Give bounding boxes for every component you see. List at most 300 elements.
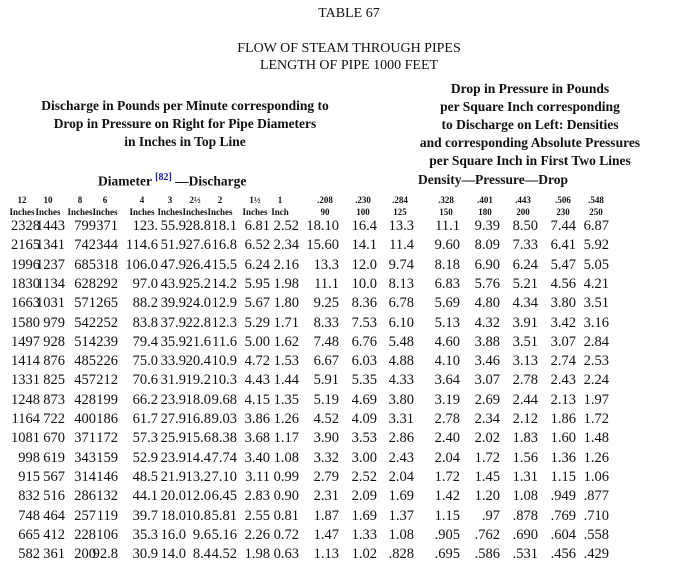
table-cell: 3.80	[388, 391, 414, 408]
table-cell: 1248	[11, 391, 40, 408]
table-cell: 5.48	[388, 333, 414, 350]
table-cell: 16.4	[351, 218, 377, 234]
table-cell: 1.62	[273, 333, 299, 350]
table-cell: 66.2	[132, 391, 158, 408]
table-cell: 371	[74, 430, 96, 447]
table-cell: 0.81	[273, 507, 299, 524]
table-cell: 4.69	[351, 391, 377, 408]
table-cell: 5.91	[313, 372, 339, 389]
table-cell: 8.36	[351, 295, 377, 312]
table-cell: 2165	[11, 237, 40, 254]
table-cell: 10.0	[351, 275, 377, 292]
table-cell: 226	[96, 353, 118, 370]
table-cell: 97.0	[132, 275, 158, 292]
table-cell: 722	[43, 411, 65, 427]
table-cell: .710	[583, 507, 609, 524]
table-cell: 3.80	[550, 295, 576, 312]
table-cell: 4.52	[211, 546, 237, 563]
footnote-link[interactable]: [82]	[155, 172, 172, 183]
table-cell: 8.38	[211, 430, 237, 447]
discharge-label: —Discharge	[175, 173, 247, 189]
table-cell: 1237	[36, 256, 65, 273]
table-cell: 31.9	[160, 372, 186, 389]
table-cell: .769	[550, 507, 576, 524]
table-cell: 47.9	[160, 256, 186, 273]
table-cell: 20.0	[160, 488, 186, 505]
table-cell: 3.13	[512, 353, 538, 370]
table-cell: 21.6	[185, 333, 211, 350]
table-cell: 92.8	[92, 546, 118, 563]
table-cell: 2.34	[273, 237, 299, 254]
table-cell: 2328	[11, 218, 40, 234]
table-cell: 3.11	[245, 468, 270, 485]
table-cell: 1.08	[512, 488, 538, 505]
table-cell: 4.32	[474, 314, 500, 331]
table-cell: 1134	[36, 275, 65, 292]
table-cell: 21.9	[160, 468, 186, 485]
table-cell: 1.56	[512, 449, 538, 466]
table-cell: 3.53	[351, 430, 377, 447]
table-cell: 4.10	[434, 353, 460, 370]
table-cell: 1414	[11, 353, 40, 370]
right-header-line: and corresponding Absolute Pressures	[419, 135, 641, 150]
column-header-bottom: 125	[393, 207, 407, 217]
table-cell: 39.7	[132, 507, 158, 524]
table-cell: 665	[18, 526, 40, 543]
table-cell: 1.15	[434, 507, 460, 524]
table-cell: 2.84	[583, 333, 609, 350]
column-header-top: .328	[438, 195, 454, 205]
table-cell: 6.24	[512, 256, 538, 273]
table-cell: 7.44	[550, 218, 576, 234]
table-cell: 1.83	[512, 430, 538, 447]
table-cell: 1.98	[273, 275, 299, 292]
table-cell: 15.5	[211, 256, 237, 273]
table-cell: 1.37	[388, 507, 414, 524]
table-cell: 4.56	[550, 275, 576, 292]
table-cell: 8.09	[474, 237, 500, 254]
table-cell: 4.80	[474, 295, 500, 312]
column-header-top: 2	[217, 195, 223, 205]
table-cell: 2.04	[434, 449, 460, 466]
table-cell: 48.5	[132, 468, 158, 485]
table-cell: 43.9	[160, 275, 186, 292]
table-cell: 159	[96, 449, 118, 466]
table-cell: 228	[74, 526, 96, 543]
table-cell: 3.00	[351, 449, 377, 466]
table-cell: 8.33	[313, 314, 339, 331]
table-cell: 1.45	[474, 468, 500, 485]
table-cell: 915	[18, 468, 40, 485]
table-cell: 5.92	[583, 237, 609, 254]
table-cell: 1.71	[273, 314, 299, 331]
column-header-bottom: Inches	[182, 207, 208, 217]
table-cell: 14.2	[211, 275, 237, 292]
column-header-top: .506	[555, 195, 571, 205]
table-cell: 5.76	[474, 275, 500, 292]
table-cell: 88.2	[132, 295, 158, 312]
table-cell: 514	[74, 333, 96, 350]
table-cell: 4.72	[244, 353, 270, 370]
table-cell: 33.9	[160, 353, 186, 370]
table-cell: 14.1	[351, 237, 377, 254]
table-cell: 1031	[36, 295, 65, 312]
left-header-line: Drop in Pressure on Right for Pipe Diameters	[53, 116, 317, 131]
table-cell: 1.72	[583, 411, 609, 427]
column-header-bottom: 180	[478, 207, 492, 217]
table-cell: .558	[583, 526, 609, 543]
table-cell: 7.74	[211, 449, 237, 466]
table-cell: 1.26	[273, 411, 299, 427]
table-cell: 2.04	[388, 468, 414, 485]
table-cell: 292	[96, 275, 118, 292]
left-header-line: Discharge in Pounds per Minute corresponding to	[41, 98, 329, 113]
table-cell: 1.17	[273, 430, 299, 447]
table-cell: 2.12	[512, 411, 538, 427]
table-cell: 1.08	[388, 526, 414, 543]
table-cell: 1.87	[313, 507, 339, 524]
column-header-bottom: 230	[556, 207, 570, 217]
table-cell: 15.6	[185, 430, 211, 447]
table-cell: 9.74	[388, 256, 414, 273]
table-cell: 1.31	[512, 468, 538, 485]
table-cell: 1331	[11, 372, 40, 389]
table-cell: 314	[74, 468, 96, 485]
table-cell: 15.60	[306, 237, 339, 254]
table-cell: .604	[550, 526, 576, 543]
table-cell: 7.10	[211, 468, 237, 485]
table-cell: 567	[43, 468, 65, 485]
table-cell: 3.31	[388, 411, 414, 427]
table-cell: 10.8	[185, 507, 211, 524]
column-header-top: 12	[17, 195, 27, 205]
table-cell: 516	[43, 488, 65, 505]
table-cell: 4.60	[434, 333, 460, 350]
table-cell: 3.86	[244, 411, 270, 427]
right-header-line: Drop in Pressure in Pounds	[450, 81, 610, 96]
table-cell: 5.47	[550, 256, 576, 273]
table-cell: 2.43	[550, 372, 576, 389]
table-cell: 8.4	[192, 546, 211, 563]
table-cell: 12.9	[211, 295, 237, 312]
table-cell: 2.13	[550, 391, 576, 408]
table-cell: 1.35	[273, 391, 299, 408]
table-cell: 4.21	[583, 275, 609, 292]
table-cell: 44.1	[132, 488, 158, 505]
table-cell: 2.31	[313, 488, 339, 505]
table-cell: 3.64	[434, 372, 460, 389]
table-cell: 1081	[11, 430, 40, 447]
table-cell: 14.0	[160, 546, 186, 563]
table-cell: 6.90	[474, 256, 500, 273]
table-cell: 5.81	[211, 507, 237, 524]
table-cell: 5.00	[244, 333, 270, 350]
table-cell: 35.9	[160, 333, 186, 350]
table-cell: 3.07	[550, 333, 576, 350]
table-cell: 5.05	[583, 256, 609, 273]
table-cell: 13.3	[388, 218, 414, 234]
table-cell: 928	[43, 333, 65, 350]
table-cell: 14.4	[185, 449, 211, 466]
table-cell: 79.4	[132, 333, 158, 350]
table-cell: 2.02	[474, 430, 500, 447]
table-cell: 12.3	[211, 314, 237, 331]
table-cell: 22.8	[185, 314, 211, 331]
table-cell: 6.78	[388, 295, 414, 312]
table-cell: 3.51	[512, 333, 538, 350]
table-cell: 24.0	[185, 295, 211, 312]
table-cell: 1.69	[351, 507, 377, 524]
table-cell: 371	[96, 218, 118, 234]
table-cell: 2.53	[583, 353, 609, 370]
table-cell: 13.2	[185, 468, 211, 485]
density-pressure-drop-label: Density—Pressure—Drop	[418, 172, 568, 187]
table-cell: 52.9	[132, 449, 158, 466]
table-cell: 628	[74, 275, 96, 292]
column-header-bottom: Inches	[67, 207, 93, 217]
table-cell: 2.74	[550, 353, 576, 370]
right-header	[380, 80, 680, 170]
table-cell: 4.33	[388, 372, 414, 389]
table-cell: 9.39	[474, 218, 500, 234]
table-cell: 6.41	[550, 237, 576, 254]
table-cell: 3.51	[583, 295, 609, 312]
table-cell: 3.32	[313, 449, 339, 466]
table-cell: .878	[512, 507, 538, 524]
table-cell: 1497	[11, 333, 40, 350]
table-cell: 685	[74, 256, 96, 273]
table-cell: 5.16	[211, 526, 237, 543]
right-header-line: per Square Inch in First Two Lines	[429, 153, 631, 168]
column-header-bottom: 100	[356, 207, 370, 217]
column-header-top: 1	[277, 195, 283, 205]
table-cell: 876	[43, 353, 65, 370]
table-cell: 748	[18, 507, 40, 524]
table-cell: 1580	[11, 314, 40, 331]
table-cell: 37.9	[160, 314, 186, 331]
table-cell: 2.69	[474, 391, 500, 408]
table-cell: 4.43	[244, 372, 270, 389]
table-cell: 1.48	[583, 430, 609, 447]
column-header-top: .230	[355, 195, 371, 205]
table-cell: 16.8	[185, 411, 211, 427]
table-cell: 1.02	[351, 546, 377, 563]
column-header-bottom: Inch	[271, 207, 289, 217]
table-cell: 172	[96, 430, 118, 447]
table-cell: 28.8	[185, 218, 211, 234]
table-cell: 8.18	[434, 256, 460, 273]
table-cell: 5.13	[434, 314, 460, 331]
table-cell: 1.60	[550, 430, 576, 447]
column-header-bottom: 200	[516, 207, 530, 217]
title-line-1: FLOW OF STEAM THROUGH PIPES	[237, 41, 461, 56]
table-cell: 1.36	[550, 449, 576, 466]
table-cell: 57.3	[132, 430, 158, 447]
table-cell: 1.86	[550, 411, 576, 427]
table-cell: 1.80	[273, 295, 299, 312]
table-cell: 18.10	[306, 218, 339, 234]
table-cell: 428	[74, 391, 96, 408]
table-cell: 3.90	[313, 430, 339, 447]
column-header-top: 4	[139, 195, 145, 205]
table-cell: 23.9	[160, 449, 186, 466]
column-header-bottom: Inches	[242, 207, 268, 217]
table-cell: 457	[74, 372, 96, 389]
table-cell: 106.0	[125, 256, 158, 273]
column-header-top: .284	[392, 195, 408, 205]
column-header-bottom: Inches	[92, 207, 118, 217]
table-cell: 0.72	[273, 526, 299, 543]
table-cell: 542	[74, 314, 96, 331]
column-header-top: .548	[588, 195, 604, 205]
table-cell: 39.9	[160, 295, 186, 312]
table-cell: 9.25	[313, 295, 339, 312]
table-cell: 4.09	[351, 411, 377, 427]
table-cell: 485	[74, 353, 96, 370]
table-cell: 3.16	[583, 314, 609, 331]
table-cell: 1.98	[244, 546, 270, 563]
table-cell: 186	[96, 411, 118, 427]
table-cell: 1443	[36, 218, 65, 234]
table-cell: 6.24	[244, 256, 270, 273]
table-cell: 3.42	[550, 314, 576, 331]
right-header-line: to Discharge on Left: Densities	[441, 117, 619, 132]
table-cell: 5.69	[434, 295, 460, 312]
table-cell: 212	[96, 372, 118, 389]
table-cell: 9.60	[434, 237, 460, 254]
table-cell: 11.4	[389, 237, 414, 254]
table-cell: 464	[43, 507, 65, 524]
table-cell: 6.67	[313, 353, 339, 370]
table-cell: 61.7	[132, 411, 158, 427]
table-cell: 6.76	[351, 333, 377, 350]
table-cell: 19.2	[185, 372, 211, 389]
column-header-top: 8	[77, 195, 83, 205]
table-cell: 0.99	[273, 468, 299, 485]
title-line-2: LENGTH OF PIPE 1000 FEET	[259, 58, 439, 73]
table-cell: 1.06	[583, 468, 609, 485]
table-cell: 2.24	[583, 372, 609, 389]
table-cell: 619	[43, 449, 65, 466]
table-cell: 10.3	[211, 372, 237, 389]
table-cell: .877	[583, 488, 609, 505]
table-cell: 0.63	[273, 546, 299, 563]
table-cell: 252	[96, 314, 118, 331]
table-cell: 35.3	[132, 526, 158, 543]
table-cell: 3.19	[434, 391, 460, 408]
column-header-top: .401	[477, 195, 493, 205]
table-cell: 6.03	[351, 353, 377, 370]
table-cell: 582	[18, 546, 40, 563]
table-cell: 51.9	[160, 237, 186, 254]
table-cell: 1.47	[313, 526, 339, 543]
table-cell: 7.48	[313, 333, 339, 350]
table-cell: 8.13	[388, 275, 414, 292]
table-cell: 998	[18, 449, 40, 466]
table-cell: 70.6	[132, 372, 158, 389]
table-cell: 979	[43, 314, 65, 331]
table-cell: 2.44	[512, 391, 538, 408]
table-cell: 200	[74, 546, 96, 563]
table-cell: 9.68	[211, 391, 237, 408]
table-cell: 1.72	[474, 449, 500, 466]
table-cell: 2.83	[244, 488, 270, 505]
table-cell: 1164	[11, 411, 40, 427]
table-cell: 1.72	[434, 468, 460, 485]
table-cell: 2.78	[512, 372, 538, 389]
table-cell: 571	[74, 295, 96, 312]
column-header-bottom: Inches	[129, 207, 155, 217]
table-cell: .531	[512, 546, 538, 563]
table-cell: 5.35	[351, 372, 377, 389]
table-cell: 12.0	[185, 488, 211, 505]
column-header	[566, 194, 626, 218]
table-cell: 11.1	[314, 275, 339, 292]
table-cell: 361	[43, 546, 65, 563]
table-cell: 3.07	[474, 372, 500, 389]
table-cell: 8.50	[512, 218, 538, 234]
table-cell: 2.52	[351, 468, 377, 485]
table-cell: 1.33	[351, 526, 377, 543]
table-cell: 1.42	[434, 488, 460, 505]
table-cell: 873	[43, 391, 65, 408]
table-cell: 3.68	[244, 430, 270, 447]
table-cell: 18.0	[160, 507, 186, 524]
table-cell: 5.95	[244, 275, 270, 292]
table-cell: 146	[96, 468, 118, 485]
table-cell: 1341	[36, 237, 65, 254]
table-cell: .695	[434, 546, 460, 563]
table-cell: 1.13	[313, 546, 339, 563]
table-cell: 832	[18, 488, 40, 505]
table-cell: 114.6	[125, 237, 158, 254]
table-cell: 30.9	[132, 546, 158, 563]
table-cell: 123.	[132, 218, 158, 234]
table-cell: 1.53	[273, 353, 299, 370]
table-cell: 670	[43, 430, 65, 447]
table-cell: 6.83	[434, 275, 460, 292]
table-cell: 16.0	[160, 526, 186, 543]
table-cell: 1.26	[583, 449, 609, 466]
table-cell: 25.9	[160, 430, 186, 447]
table-cell: 6.81	[244, 218, 270, 234]
table-cell: 25.2	[185, 275, 211, 292]
table-cell: 4.52	[313, 411, 339, 427]
table-cell: 199	[96, 391, 118, 408]
table-cell: 11.6	[212, 333, 237, 350]
table-cell: 1.44	[273, 372, 299, 389]
table-cell: 1.97	[583, 391, 609, 408]
table-cell: .690	[512, 526, 538, 543]
table-cell: 1.69	[388, 488, 414, 505]
table-cell: 1.08	[273, 449, 299, 466]
table-cell: 1663	[11, 295, 40, 312]
table-cell: 5.19	[313, 391, 339, 408]
table-cell: 106	[96, 526, 118, 543]
table-cell: .429	[583, 546, 609, 563]
column-header-top: 1½	[249, 195, 261, 205]
table-cell: 11.1	[435, 218, 460, 234]
table-cell: 55.9	[160, 218, 186, 234]
table-cell: 400	[74, 411, 96, 427]
table-cell: 2.34	[474, 411, 500, 427]
table-cell: 742	[74, 237, 96, 254]
table-cell: 2.09	[351, 488, 377, 505]
diameter-discharge-label	[98, 172, 246, 190]
table-cell: .905	[434, 526, 460, 543]
table-cell: 27.9	[160, 411, 186, 427]
table-cell: 239	[96, 333, 118, 350]
